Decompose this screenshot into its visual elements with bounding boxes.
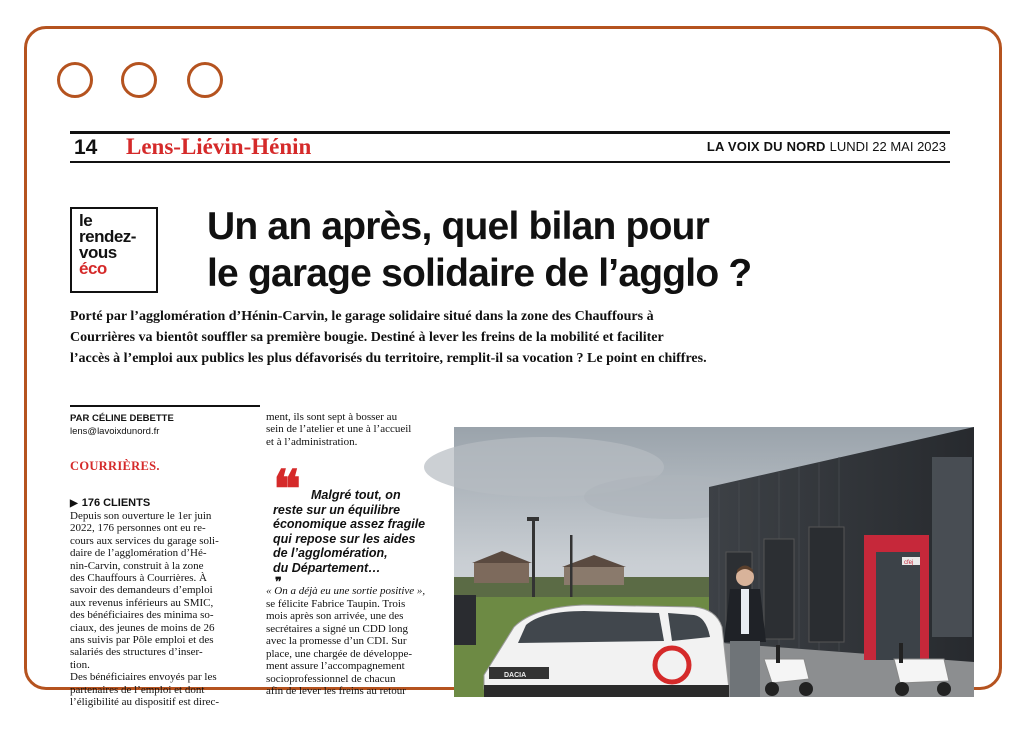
subhead-text: 176 CLIENTS — [81, 497, 151, 509]
text-line: ment assure l’accompagnement — [266, 660, 405, 672]
text-line: mois après son arrivée, une des — [266, 610, 404, 622]
garage-door — [809, 527, 844, 642]
logo-line: vous — [79, 243, 117, 262]
text-line: cours aux services du garage soli- — [70, 534, 219, 547]
quote-line: qui repose sur les aides — [273, 531, 416, 546]
headline-line: Un an après, quel bilan pour — [207, 205, 710, 248]
headline — [207, 203, 947, 297]
quote-close-icon: ❞ — [275, 575, 282, 589]
column-2-bottom-text — [266, 585, 441, 698]
quote-line: de l’agglomération, — [273, 546, 388, 560]
pull-quote-text — [273, 488, 448, 590]
header-rule-bottom — [70, 161, 950, 163]
text-line: salariés des structures d’inser- — [70, 646, 203, 659]
author-byline: PAR CÉLINE DEBETTE — [70, 413, 174, 424]
text-line: savoir des demandeurs d’emploi — [70, 584, 213, 597]
text-line — [266, 585, 441, 598]
headline-line: le garage solidaire de l’agglo ? — [207, 252, 752, 295]
dateline-place: COURRIÈRES. — [70, 459, 160, 473]
window-control-circle-icon[interactable] — [121, 62, 157, 98]
newspaper-page — [70, 129, 950, 709]
lead-paragraph — [70, 306, 950, 369]
text-line: ment, ils sont sept à bosser au — [266, 411, 398, 423]
lead-line: Porté par l’agglomération d’Hénin-Carvin, le garage solidaire situé dans la zone des Chauffours à — [70, 309, 654, 324]
text-line: secrétaires a signé un CDD long — [266, 622, 409, 635]
text-line: daire de l’agglomération d’Hé- — [70, 547, 207, 560]
lead-line: l’accès à l’emploi aux publics les plus défavorisés du territoire, remplit-il sa vocation ? Le point en chiffres. — [70, 351, 707, 366]
text-line: tion. — [70, 658, 90, 671]
window-control-circle-icon[interactable] — [57, 62, 93, 98]
byline-rule — [70, 405, 260, 407]
text-line: avec la promesse d’un CDI. Sur — [266, 635, 407, 647]
text-line: ciaux, des jeunes de moins de 26 — [70, 621, 215, 634]
article-photo — [454, 427, 974, 697]
entrance-sign-text: cfej — [904, 560, 914, 566]
quote-line: Malgré tout, on — [311, 488, 401, 502]
subhead — [70, 497, 150, 509]
rendez-vous-eco-logo — [70, 207, 158, 293]
text-line: sein de l’atelier et une à l’accueil — [266, 423, 412, 436]
text-line: Des bénéficiaires envoyés par les — [70, 671, 217, 684]
car-brand-text: DACIA — [504, 672, 527, 679]
text-line: 2022, 176 personnes ont eu re- — [70, 522, 206, 535]
column-2-top-text — [266, 411, 436, 448]
page-number: 14 — [74, 136, 98, 159]
logo-line-eco: éco — [79, 259, 107, 278]
window-frame — [24, 26, 1002, 709]
paper-name: LA VOIX DU NORD — [706, 139, 826, 154]
text-line: Depuis son ouverture le 1er juin — [70, 510, 212, 522]
logo-line: le — [79, 211, 93, 230]
quote-line: économique assez fragile — [273, 517, 426, 531]
quote-line: du Département… — [273, 560, 381, 575]
triangle-right-icon: ▶ — [70, 498, 78, 509]
garage-door — [764, 539, 794, 639]
logo-line: rendez- — [79, 227, 136, 246]
text-line: des bénéficiaires des minima so- — [70, 609, 214, 622]
text-line: et à l’administration. — [266, 435, 358, 448]
window-control-circle-icon[interactable] — [187, 62, 223, 98]
text-line: socioprofessionnel de chacun — [266, 672, 396, 685]
lead-line: Courrières va bientôt souffler sa première bougie. Destiné à lever les freins de la mobilité et faciliter — [70, 330, 664, 345]
section-title: Lens-Liévin-Hénin — [126, 134, 312, 159]
quoted-speech: « On a déjà eu une sortie positive », — [266, 585, 426, 597]
column-1-text — [70, 510, 245, 709]
text-line: aux revenus inférieurs au SMIC, — [70, 596, 214, 609]
text-line: nin-Carvin, construit à la zone — [70, 559, 204, 572]
text-line: place, une chargée de développe- — [266, 647, 413, 660]
text-line: des Chauffours à Courrières. À — [70, 572, 207, 585]
text-line: ans suivis par Pôle emploi et des — [70, 634, 214, 647]
quote-open-icon: ❝ — [273, 461, 295, 519]
author-email[interactable]: lens@lavoixdunord.fr — [70, 426, 160, 437]
masthead — [707, 139, 946, 154]
text-line: l’éligibilité au dispositif est direc- — [70, 696, 220, 709]
text-line: se félicite Fabrice Taupin. Trois — [266, 597, 406, 610]
text-line: partenaires de l’emploi et dont — [70, 683, 205, 696]
quote-line: reste sur un équilibre — [273, 502, 401, 517]
issue-date: LUNDI 22 MAI 2023 — [829, 139, 946, 154]
text-line: afin de lever les freins au retour — [266, 685, 406, 697]
